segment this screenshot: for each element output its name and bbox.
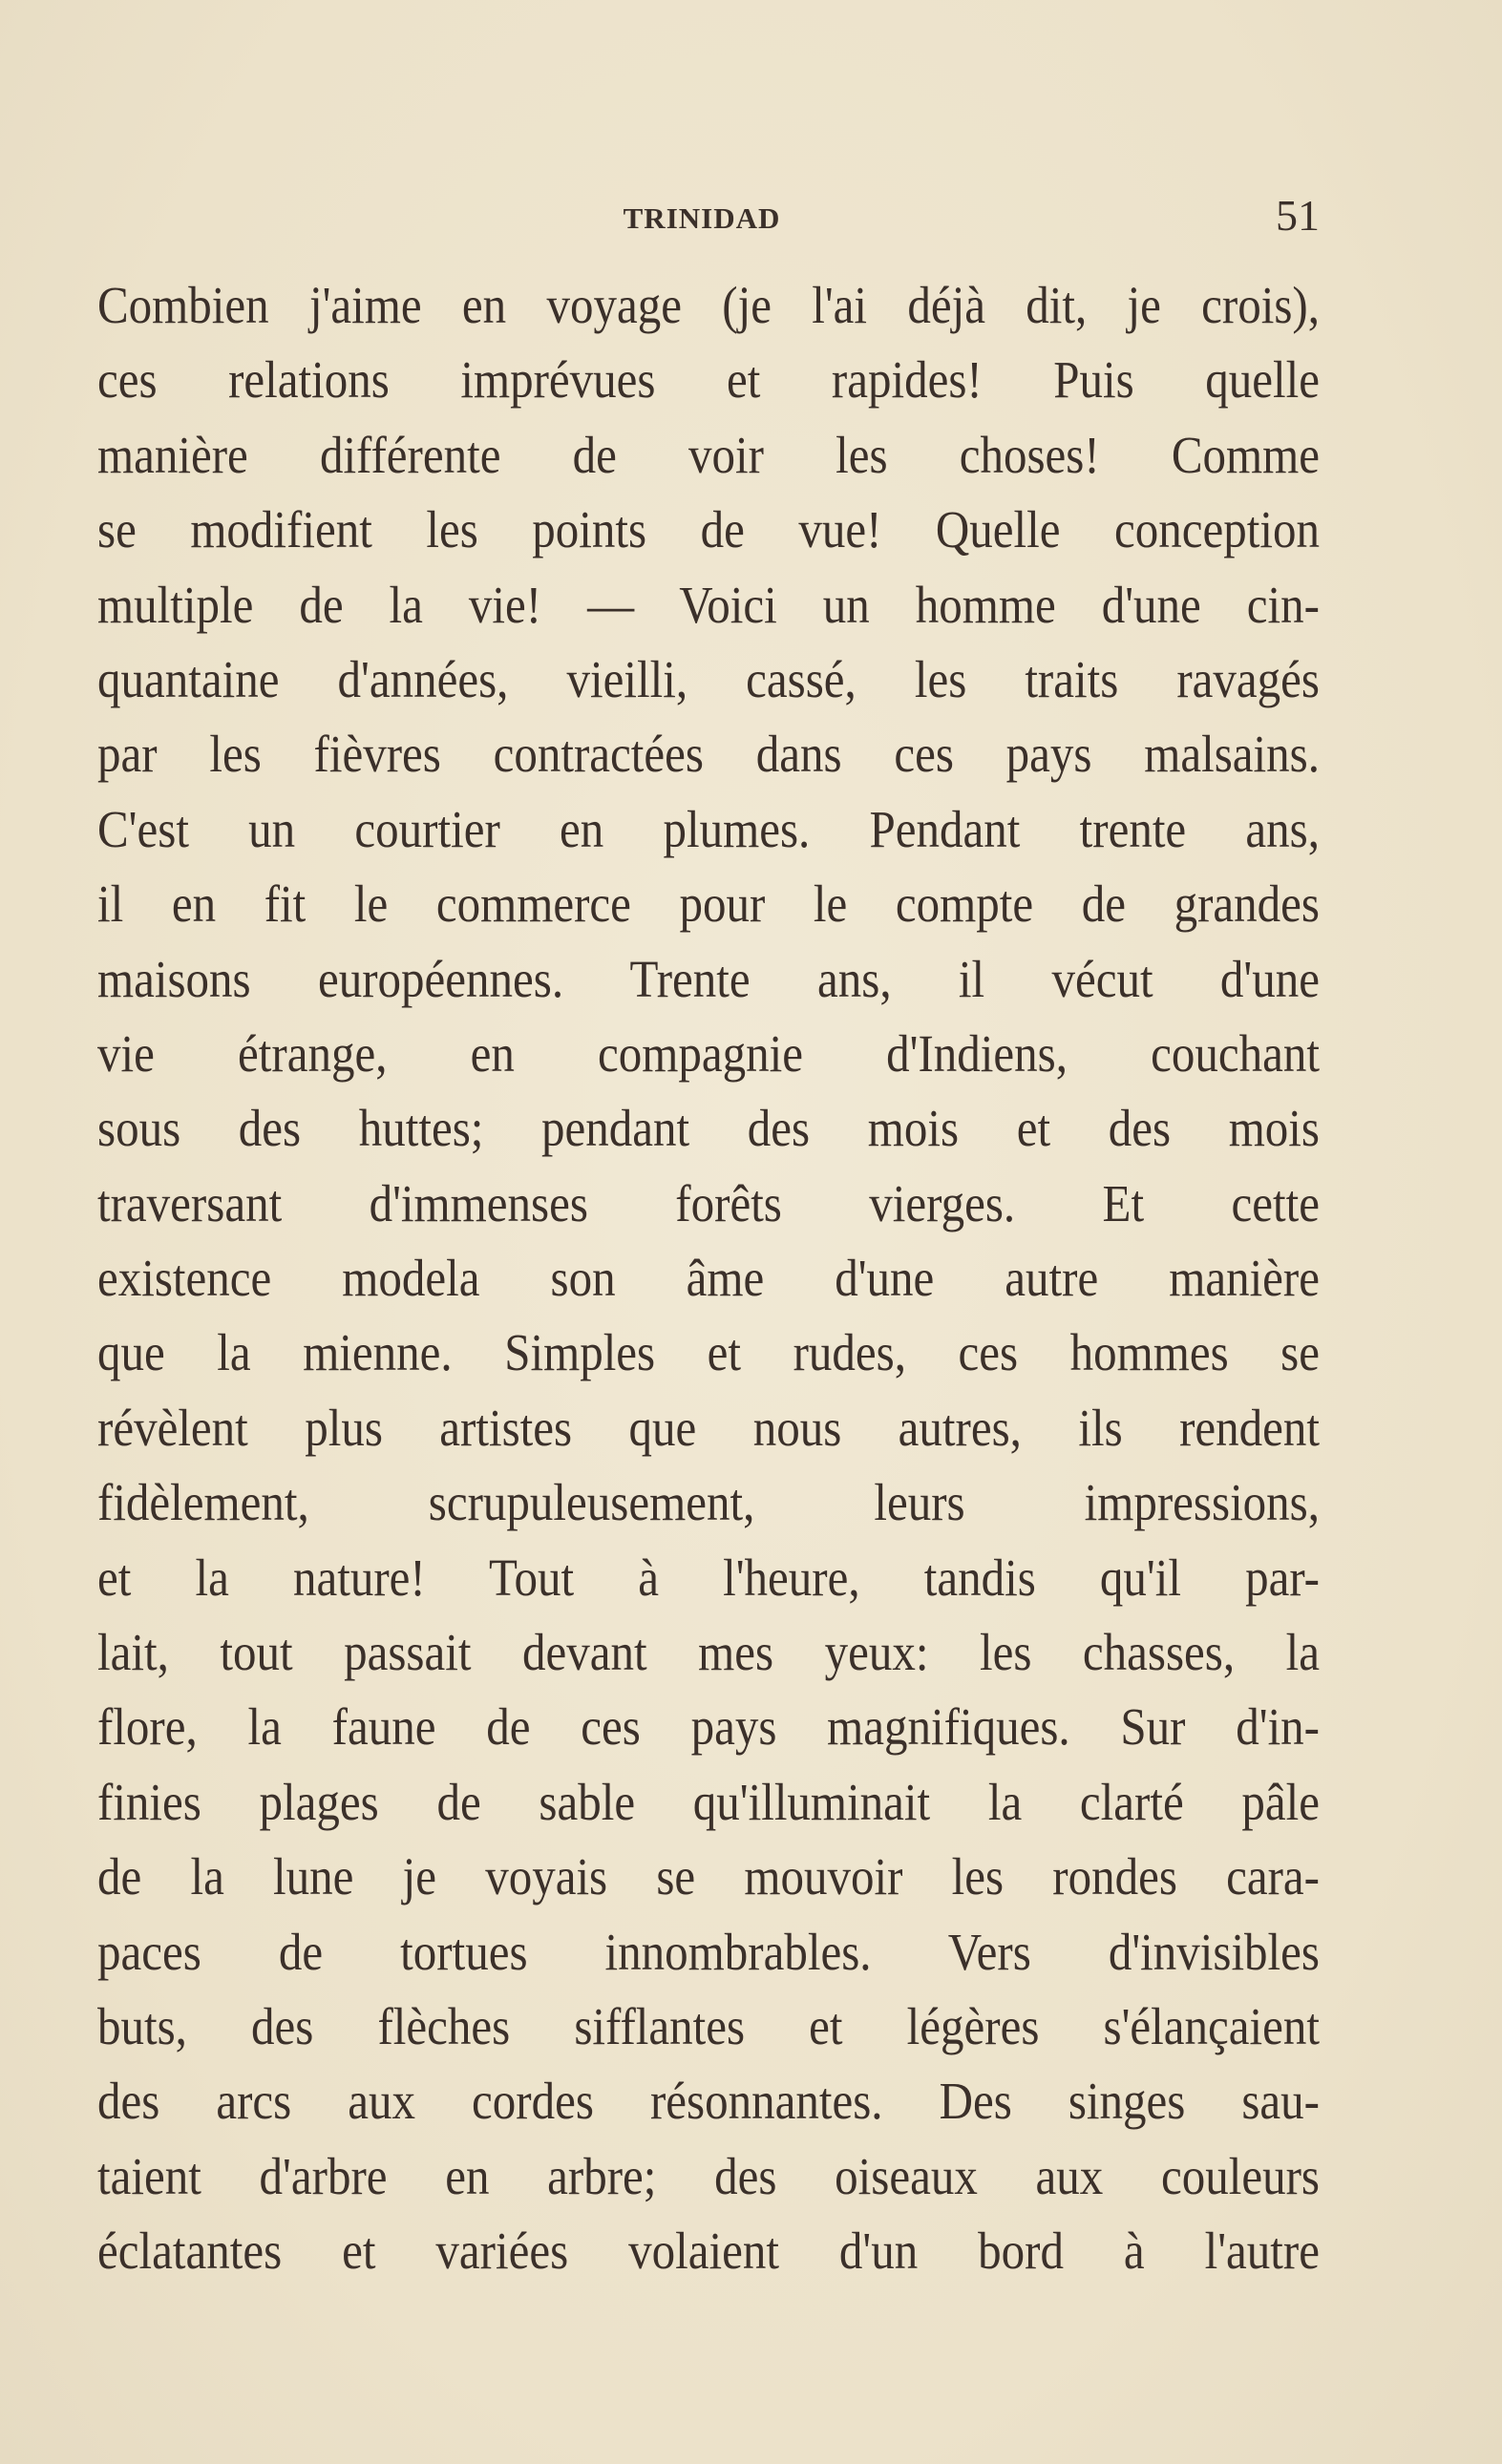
text-line: existence modela son âme d'une autre manière (97, 1248, 1320, 1308)
text-line: vie étrange, en compagnie d'Indiens, couchant (97, 1023, 1320, 1084)
text-line: éclatantes et variées volaient d'un bord à l'autre (97, 2221, 1320, 2281)
text-line: buts, des flèches sifflantes et légères s'élançaient (97, 1996, 1320, 2056)
running-head-title: TRINIDAD (623, 201, 781, 235)
text-line: maisons européennes. Trente ans, il vécut d'une (97, 949, 1320, 1008)
body-text (97, 268, 1320, 2289)
text-line: traversant d'immenses forêts vierges. Et cette (97, 1173, 1320, 1232)
text-line: C'est un courtier en plumes. Pendant trente ans, (97, 799, 1320, 858)
text-line: manière différente de voir les choses! Comme (97, 425, 1320, 484)
text-line: finies plages de sable qu'illuminait la clarté pâle (97, 1772, 1320, 1832)
text-line: multiple de la vie! — Voici un homme d'une cin- (97, 575, 1320, 634)
text-line: lait, tout passait devant mes yeux: les chasses, la (97, 1622, 1320, 1682)
running-head (0, 191, 1502, 243)
text-line: révèlent plus artistes que nous autres, ils rendent (97, 1398, 1320, 1458)
text-line: de la lune je voyais se mouvoir les rondes cara- (97, 1846, 1320, 1906)
text-line: par les fièvres contractées dans ces pays malsains. (97, 724, 1320, 784)
text-line: quantaine d'années, vieilli, cassé, les traits ravagés (97, 649, 1320, 709)
page-number: 51 (1276, 191, 1320, 240)
text-line: taient d'arbre en arbre; des oiseaux aux couleurs (97, 2146, 1320, 2205)
text-line: Combien j'aime en voyage (je l'ai déjà dit, je crois), (97, 275, 1320, 335)
text-line: sous des huttes; pendant des mois et des mois (97, 1098, 1320, 1158)
text-line: et la nature! Tout à l'heure, tandis qu'il par- (97, 1548, 1320, 1607)
text-line: paces de tortues innombrables. Vers d'invisibles (97, 1922, 1320, 1981)
text-line: il en fit le commerce pour le compte de grandes (97, 874, 1320, 934)
text-line: ces relations imprévues et rapides! Puis quelle (97, 350, 1320, 410)
text-line: se modifient les points de vue! Quelle conception (97, 499, 1320, 559)
text-line: que la mienne. Simples et rudes, ces hommes se (97, 1323, 1320, 1382)
text-line: flore, la faune de ces pays magnifiques. Sur d'in- (97, 1697, 1320, 1757)
text-line: fidèlement, scrupuleusement, leurs impressions, (97, 1472, 1320, 1532)
text-line: des arcs aux cordes résonnantes. Des singes sau- (97, 2071, 1320, 2131)
